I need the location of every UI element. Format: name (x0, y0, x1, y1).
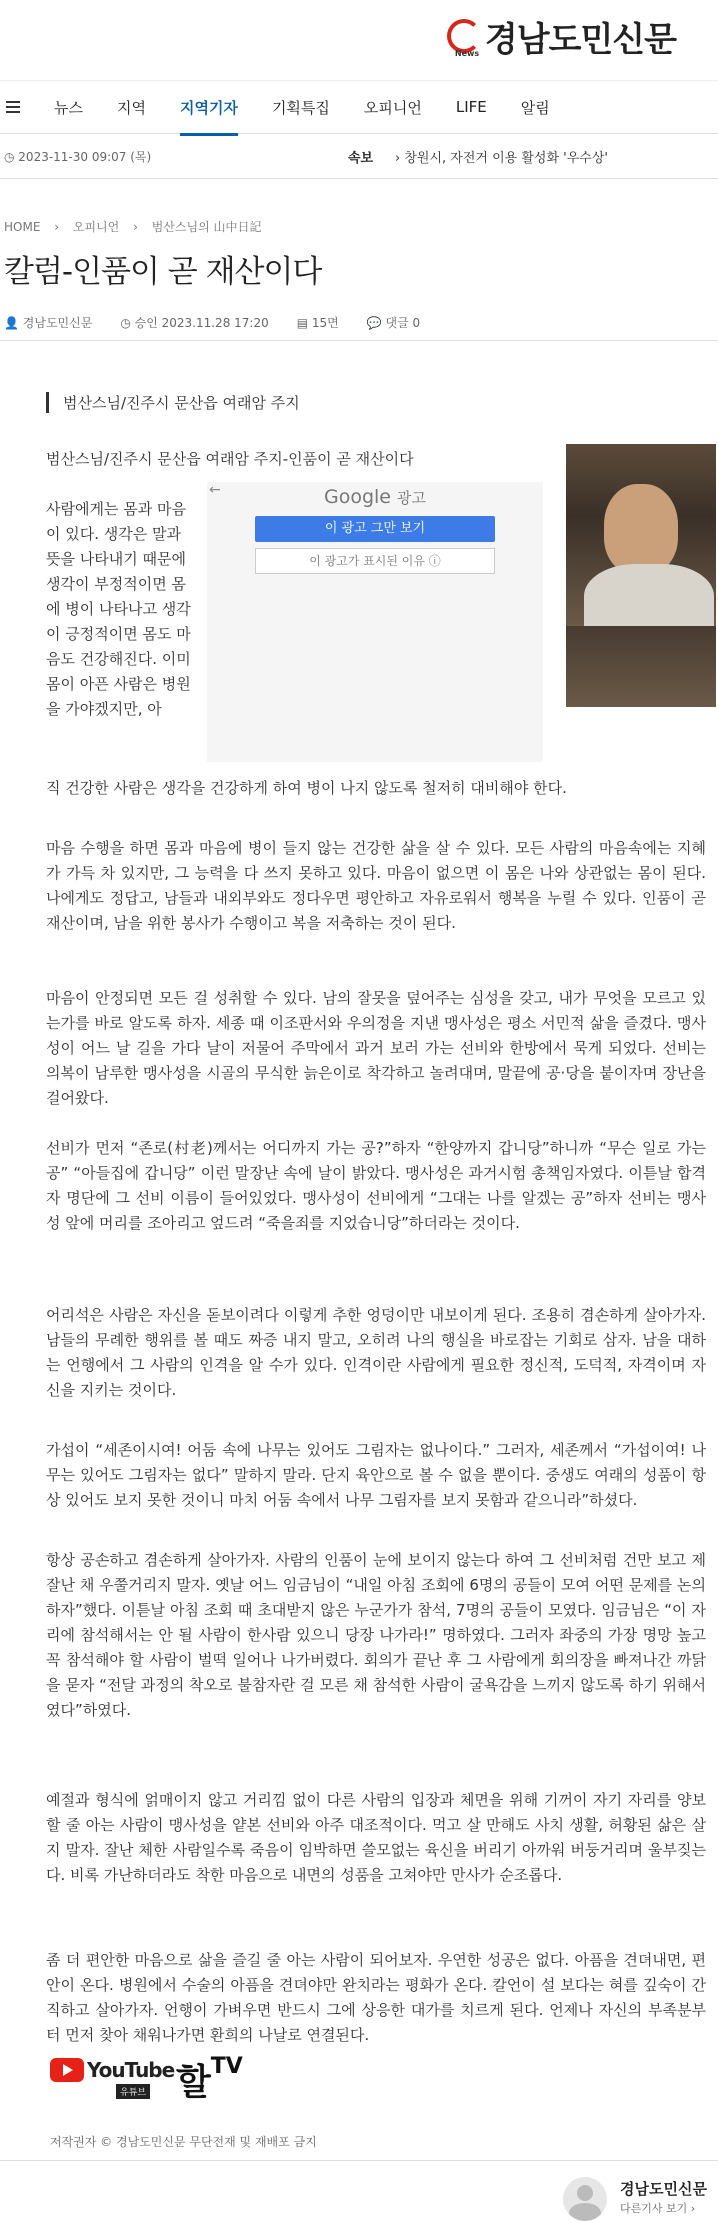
meta-divider (0, 340, 718, 341)
breaking-label: 속보 (348, 150, 374, 166)
site-logo[interactable] (445, 12, 676, 61)
site-header (0, 0, 718, 81)
copyright-notice: 저작권자 © 경남도민신문 무단전재 및 재배포 금지 (50, 2135, 317, 2149)
comments-count: 댓글 0 (385, 316, 421, 330)
breaking-headline-text: 창원시, 자전거 이용 활성화 '우수상' (404, 150, 608, 166)
current-date: ◷ 2023-11-30 09:07 (목) (4, 149, 152, 164)
google-ad (207, 482, 543, 762)
logo-mark-text: News (454, 48, 480, 58)
logo-mark-icon (445, 15, 479, 59)
article-paragraph-2: 마음 수행을 하면 몸과 마음에 병이 들지 않는 건강한 삶을 살 수 있다. 모든 사람의 마음속에는 지혜가 가득 차 있지만, 그 능력을 다 쓰지 못하고 있다. 마음이 없으면 이 몸은 나와 상관없는 몸이 된다. 나에게도 정답고, 남들과 내외부와도 정다우면 평안하고 자유로워서 행복을 누릴 수 있다. 인품이 곧 재산이며, 남을 위한 봉사가 수행이고 복을 저축하는 것이 된다. (46, 839, 706, 932)
article-paragraph-1b: 직 건강한 사람은 생각을 건강하게 하여 병이 나지 않도록 철저히 대비해야 한다. (46, 779, 567, 797)
page-number: ▤ 15면 (296, 316, 339, 330)
stop-ad-button[interactable]: 이 광고 그만 보기 (255, 516, 495, 542)
hamburger-menu-icon[interactable] (6, 98, 20, 116)
why-ad-button[interactable]: 이 광고가 표시된 이유 ⓘ (255, 548, 495, 574)
article-paragraph-3: 마음이 안정되면 모든 걸 성취할 수 있다. 남의 잘못을 덮어주는 심성을 갖고, 내가 무엇을 모르고 있는가를 바로 알도록 하자. 세종 때 이조판서와 우의정을 지낸 맹사성은 평소 서민적 삶을 즐겼다. 맹사성이 어느 날 길을 가다 날이 저물어 주막에서 과거 보러 가는 선비와 한방에서 묵게 되었다. 선비는 의복이 남루한 맹사성을 시골의 무식한 늙은이로 착각하고 놀려대며, 말끝에 공·당을 붙이자며 장난을 걸어왔다. (46, 989, 706, 1107)
footer-divider (0, 2160, 718, 2161)
ad-label: 광고 (397, 489, 427, 507)
back-arrow-icon[interactable]: ← (209, 482, 221, 498)
youtube-icon (50, 2058, 84, 2082)
logo-name: 경남도민신문 (484, 20, 676, 60)
main-nav (0, 81, 718, 134)
article-paragraph-5: 어리석은 사람은 자신을 돋보이려다 이렇게 추한 엉덩이만 내보이게 된다. 조용히 겸손하게 살아가자. 남들의 무례한 행위를 볼 때도 짜증 내지 말고, 오히려 나의 행실을 바로잡는 기회로 삼자. 남을 대하는 언행에서 그 사람의 인격을 알 수가 있다. 인격이란 사람에게 필요한 정신적, 도덕적, 자격이며 자신을 지키는 것이다. (46, 1306, 706, 1399)
nav-item-news[interactable]: 뉴스 (54, 98, 83, 117)
nav-item-notice[interactable]: 알림 (520, 98, 550, 117)
breadcrumb-opinion[interactable]: 오피니언 (72, 220, 120, 234)
avatar (563, 2177, 607, 2221)
approved-date: ◷ 승인 2023.11.28 17:20 (120, 316, 269, 330)
current-date-text: 2023-11-30 09:07 (목) (18, 149, 152, 164)
article-paragraph-8: 예절과 형식에 얽매이지 않고 거리낌 없이 다른 사람의 입장과 체면을 위해 기꺼이 자기 자리를 양보할 줄 아는 사람이 맹사성을 얕본 선비와 아주 대조적이다. 먹고 살 만해도 사치 생활, 허황된 삶은 살지 말자. 잘난 체한 사람일수록 죽음이 임박하면 쓸모없는 육신을 버리기 아까워 버둥거리며 울부짖는다. 비록 가난하더라도 착한 마음으로 내면의 성품을 고쳐야만 만사가 순조롭다. (46, 1791, 706, 1884)
article-paragraph-6: 가섭이 “세존이시여! 어둠 속에 나무는 있어도 그림자는 없나이다.” 그러자, 세존께서 “가섭이여! 나무는 있어도 그림자는 없다” 말하지 말라. 단지 육안으로 볼 수 없을 뿐이다. 중생도 여래의 성품이 항상 있어도 보지 못한 것이니 마치 어둠 속에서 나무 그림자를 보지 못함과 같으니라”하셨다. (46, 1441, 706, 1509)
youtube-sub-label: 유튜브 (116, 2084, 150, 2099)
article-subtitle: 범산스님/진주시 문산읍 여래암 주지 (46, 392, 300, 413)
author: 👤 경남도민신문 (4, 316, 93, 330)
author-photo (566, 444, 716, 626)
chevron-right-icon: › (54, 220, 60, 234)
breadcrumb (4, 218, 272, 235)
nav-item-features[interactable]: 기획특집 (271, 98, 330, 117)
approved-date-text: 승인 2023.11.28 17:20 (134, 316, 269, 330)
footer-author-name: 경남도민신문 (620, 2180, 707, 2198)
youtube-channel-link[interactable] (50, 2058, 175, 2098)
ad-brand-text: Google (323, 486, 391, 508)
ad-brand (207, 486, 543, 508)
breadcrumb-column[interactable]: 범산스님의 山中日記 (151, 220, 262, 234)
article-paragraph-7: 항상 공손하고 겸손하게 살아가자. 사람의 인품이 눈에 보이지 않는다 하여 그 선비처럼 건만 보고 제 잘난 채 우쭐거리지 말자. 옛날 어느 임금님이 “내일 아침 조회에 6명의 공들이 모여 어떤 문제를 논의하자”했다. 이튿날 아침 조회 때 초대받지 않은 누군가가 참석, 7명의 공들이 모였다. 임금님은 “이 자리에 참석해서는 안 될 사람이 한사람 있으니 당장 나가라!” 명하였다. 그러자 좌중의 가장 명망 높고 꼭 참석해야 할 사람이 벌떡 일어나 나가버렸다. 회의가 끝난 후 그 사람에게 회의장을 빠져나간 까닭을 묻자 “전달 과정의 착오로 불참자란 걸 모른 채 참석한 사람이 굴욕감을 느끼지 않도록 하기 위해서였다”하였다. (46, 1551, 706, 1719)
article-lead: 범산스님/진주시 문산읍 여래암 주지-인품이 곧 재산이다 (46, 450, 414, 468)
page-title: 칼럼-인품이 곧 재산이다 (4, 254, 322, 290)
comments-link[interactable]: 💬 댓글 0 (366, 316, 421, 330)
other-articles-link[interactable]: 다른기사 보기 › (620, 2202, 696, 2215)
article-paragraph-1a: 사람에게는 몸과 마음이 있다. 생각은 말과 뜻을 나타내기 때문에 생각이 부정적이면 몸에 병이 나타나고 생각이 긍정적이면 몸도 마음도 건강해진다. 이미 몸이 아픈 사람은 병원을 가야겠지만, 아 (46, 500, 191, 718)
article-meta (4, 314, 448, 331)
breaking-headline[interactable]: › 창원시, 자전거 이용 활성화 '우수상' (395, 150, 608, 166)
hal-text: 할 (176, 2062, 211, 2103)
article-paragraph-9: 좀 더 편안한 마음으로 삶을 즐길 줄 아는 사람이 되어보자. 우연한 성공은 없다. 아픔을 견뎌내면, 편안이 온다. 병원에서 수술의 아픔을 견뎌야만 완치라는 평화가 온다. 칼언이 설 보다는 혀를 깊숙이 간직하고 살아가자. 언행이 가벼우면 반드시 그에 상응한 대가를 치르게 된다. 언제나 자신의 부족분부터 먼저 찾아 채워나가면 환희의 나날로 연결된다. (46, 1951, 706, 2044)
nav-item-opinion[interactable]: 오피니언 (363, 98, 422, 117)
tv-text: TV (210, 2054, 243, 2079)
breadcrumb-home[interactable]: HOME (4, 220, 41, 234)
hal-tv-link[interactable] (176, 2054, 243, 2105)
article-paragraph-4: 선비가 먼저 “존로(村老)께서는 어디까지 가는 공?”하자 “한양까지 갑니당”하니까 “무슨 일로 가는 공” “아들집에 갑니당” 이런 말장난 속에 날이 밝았다. 맹사성은 과거시험 총책임자였다. 이튿날 합격자 명단에 그 선비 이름이 들어있었다. 맹사성이 선비에게 “그대는 나를 알겠는 공”하자 선비는 맹사성 앞에 머리를 조아리고 엎드려 “죽을죄를 지었습니당”하더라는 것이다. (46, 1139, 706, 1232)
author-text: 경남도민신문 (22, 316, 93, 330)
nav-item-regional-reporter[interactable]: 지역기자 (179, 98, 238, 117)
chevron-right-icon: › (133, 220, 138, 234)
page-number-text: 15면 (311, 316, 339, 330)
youtube-text: YouTube (87, 2058, 175, 2082)
nav-item-life[interactable]: LIFE (455, 98, 487, 116)
nav-item-region[interactable]: 지역 (116, 98, 146, 117)
news-ticker (0, 134, 718, 179)
